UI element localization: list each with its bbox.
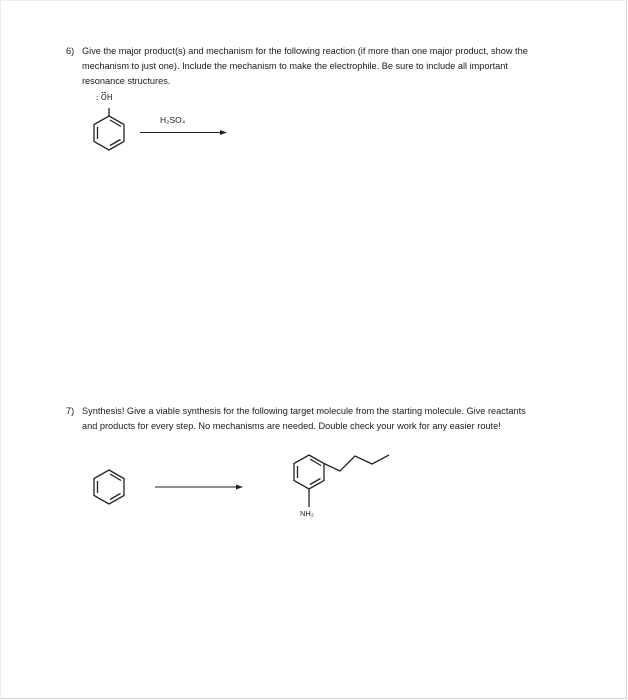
reagent-label: H₂SO₄: [160, 115, 186, 125]
butyl-chain: [324, 455, 389, 471]
question-6-text: Give the major product(s) and mechanism for the following reaction (if more than one major product, show the mechanism to just one). Include the mechanism to make the electrophile. Be sure to include all important resonance structures.: [82, 46, 528, 86]
nh2-label: NH₂: [300, 509, 314, 518]
reaction-arrow-7: [155, 485, 243, 490]
phenol-double-bond-1: [110, 120, 121, 127]
phenol-structure: [94, 108, 124, 150]
benzene-structure: [94, 470, 124, 504]
reaction-arrow-6: [140, 130, 227, 135]
question-7-number: 7): [66, 406, 75, 416]
target-molecule: [294, 455, 389, 507]
phenol-benzene-ring: [94, 116, 124, 150]
target-double-bond-1: [310, 459, 321, 466]
oh-label: : OH: [96, 93, 113, 102]
question-7-text: Synthesis! Give a viable synthesis for the following target molecule from the starting molecule. Give reactants and products for every step. No mechanisms are needed. Double check your work for any easier route!: [82, 406, 526, 431]
benzene-ring: [94, 470, 124, 504]
target-benzene-ring: [294, 455, 324, 489]
question-6-number: 6): [66, 46, 75, 56]
benzene-double-bond-1: [110, 474, 121, 481]
